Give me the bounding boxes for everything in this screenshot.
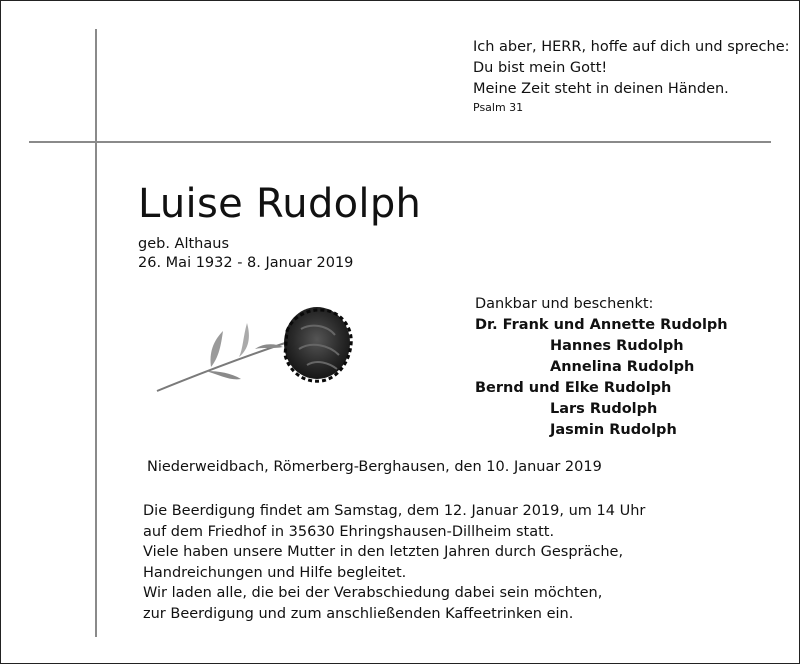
funeral-text-line: Viele haben unsere Mutter in den letzten Jahren durch Gespräche, (143, 544, 624, 560)
verse-source: Psalm 31 (473, 101, 524, 114)
funeral-text-line: Handreichungen und Hilfe begleitet. (143, 564, 407, 581)
mourners-intro: Dankbar und beschenkt: (475, 296, 654, 312)
family-line: Hannes Rudolph (550, 338, 684, 354)
family-line: Jasmin Rudolph (550, 422, 677, 438)
birth-name: geb. Althaus (138, 236, 230, 252)
family-line: Bernd und Elke Rudolph (475, 380, 672, 396)
family-line: Annelina Rudolph (550, 359, 695, 375)
funeral-text-line: auf dem Friedhof in 35630 Ehringshausen-Dillheim statt. (143, 523, 555, 540)
deceased-name: Luise Rudolph (138, 181, 422, 227)
funeral-information (143, 501, 645, 624)
deceased-info (138, 235, 353, 273)
verse-line: Du bist mein Gott! (473, 60, 608, 76)
family-line: Dr. Frank und Annette Rudolph (475, 317, 728, 333)
cross-vertical-bar (95, 29, 97, 637)
carnation-flower-icon (151, 301, 361, 401)
mourners-list (475, 294, 728, 441)
verse-line: Ich aber, HERR, hoffe auf dich und spreche: (473, 39, 790, 55)
place-and-date: Niederweidbach, Römerberg-Berghausen, den 10. Januar 2019 (147, 459, 602, 475)
life-dates: 26. Mai 1932 - 8. Januar 2019 (138, 255, 354, 271)
cross-horizontal-bar (29, 141, 771, 143)
funeral-text-line: Die Beerdigung findet am Samstag, dem 12. Januar 2019, um 14 Uhr (143, 503, 646, 519)
verse-line: Meine Zeit steht in deinen Händen. (473, 81, 729, 97)
bible-verse (473, 37, 790, 115)
family-line: Lars Rudolph (550, 401, 658, 417)
funeral-text-line: zur Beerdigung und zum anschließenden Kaffeetrinken ein. (143, 605, 574, 622)
funeral-text-line: Wir laden alle, die bei der Verabschiedung dabei sein möchten, (143, 585, 603, 601)
